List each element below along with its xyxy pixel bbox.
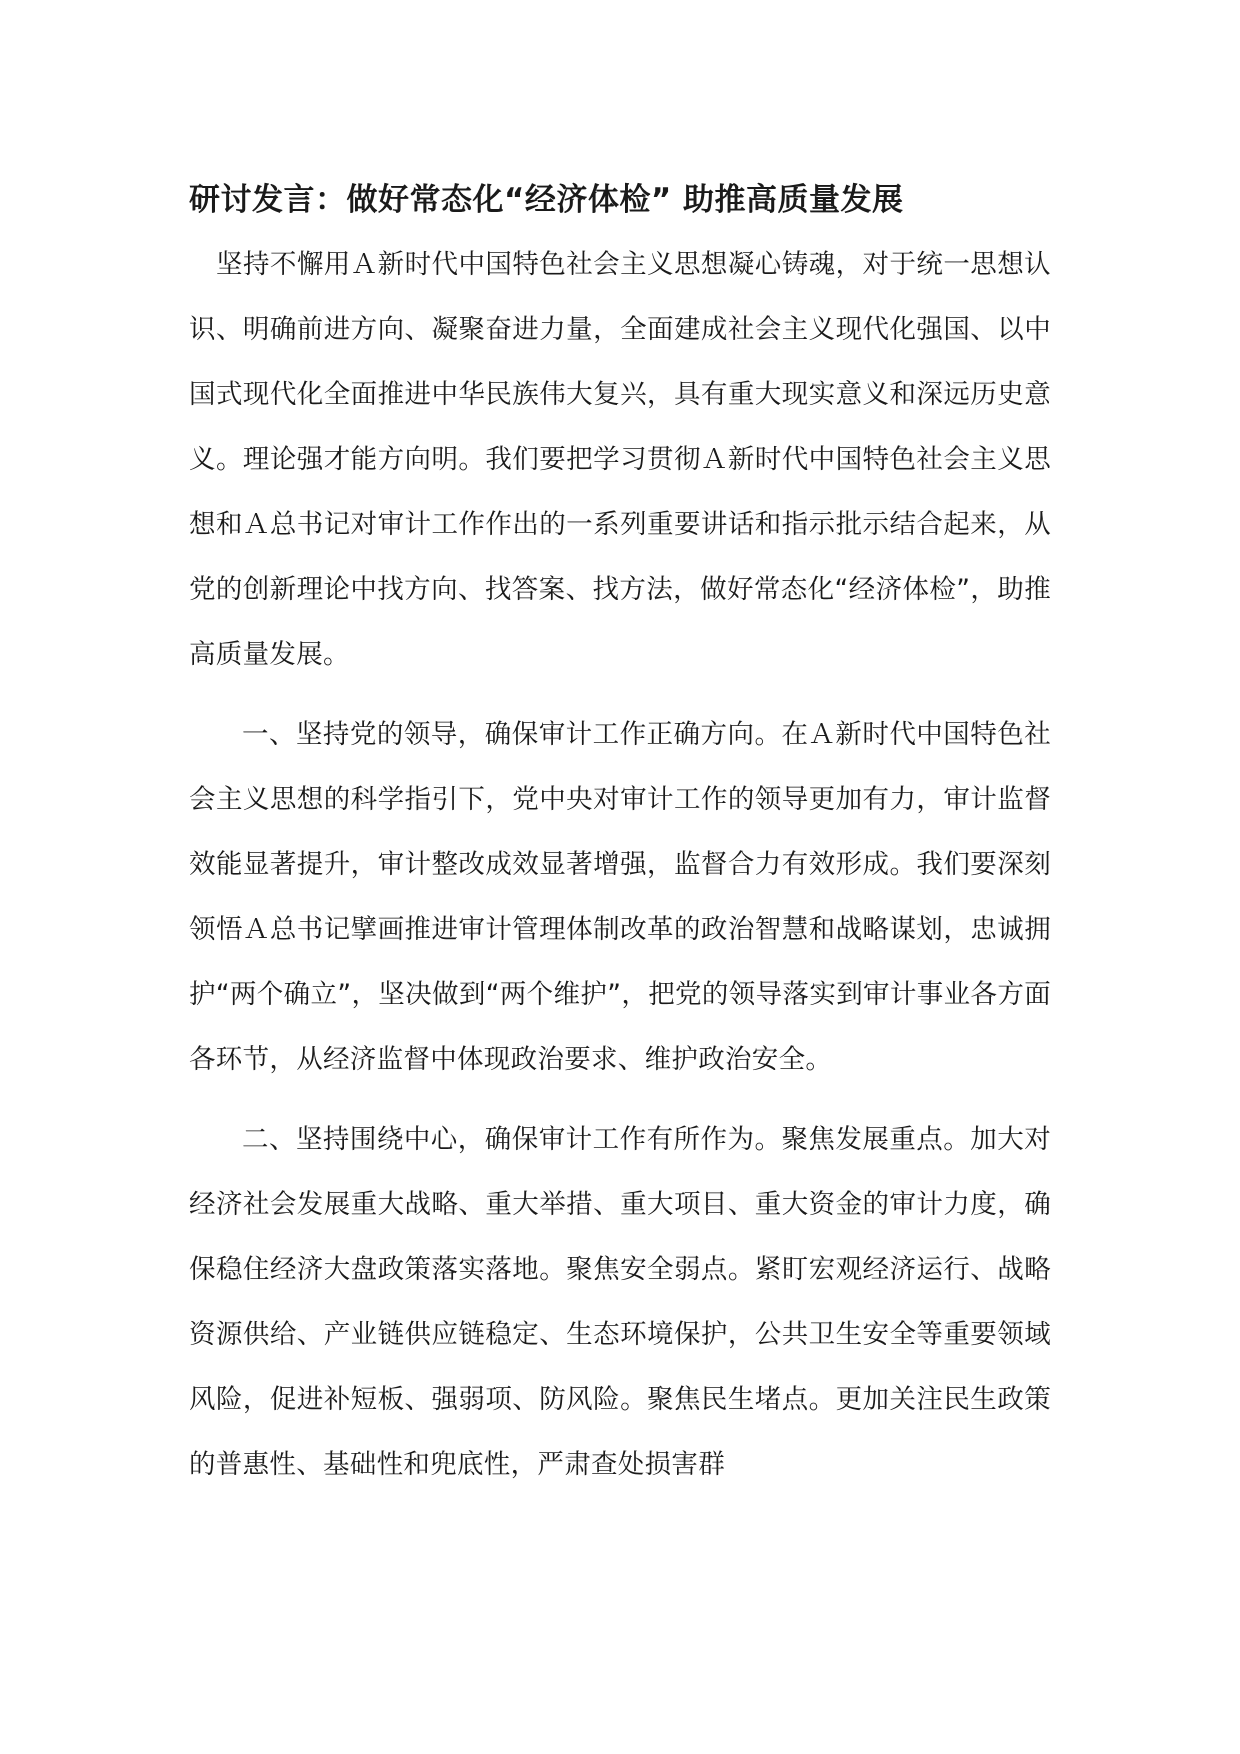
paragraph-section-one: 一、坚持党的领导，确保审计工作正确方向。在Ａ新时代中国特色社会主义思想的科学指引下，党中央对审计工作的领导更加有力，审计监督效能显著提升，审计整改成效显著增强，监督合力有效形成。我们要深刻领悟Ａ总书记擘画推进审计管理体制改革的政治智慧和战略谋划，忠诚拥护“两个确立”，坚决做到“两个维护”，把党的领导落实到审计事业各方面各环节，从经济监督中体现政治要求、维护政治安全。 (189, 719, 1051, 1075)
paragraph-section-two: 二、坚持围绕中心，确保审计工作有所作为。聚焦发展重点。加大对经济社会发展重大战略、重大举措、重大项目、重大资金的审计力度，确保稳住经济大盘政策落实落地。聚焦安全弱点。紧盯宏观经济运行、战略资源供给、产业链供应链稳定、生态环境保护，公共卫生安全等重要领域风险，促进补短板、强弱项、防风险。聚焦民生堵点。更加关注民生政策的普惠性、基础性和兜底性，严肃查处损害群 (189, 1124, 1051, 1480)
document-title: 研讨发言：做好常态化“经济体检” 助推高质量发展 (189, 182, 904, 218)
paragraph-intro: 坚持不懈用Ａ新时代中国特色社会主义思想凝心铸魂，对于统一思想认识、明确前进方向、凝聚奋进力量，全面建成社会主义现代化强国、以中国式现代化全面推进中华民族伟大复兴，具有重大现实意义和深远历史意义。理论强才能方向明。我们要把学习贯彻Ａ新时代中国特色社会主义思想和Ａ总书记对审计工作作出的一系列重要讲话和指示批示结合起来，从党的创新理论中找方向、找答案、找方法，做好常态化“经济体检”，助推高质量发展。 (189, 249, 1051, 670)
document-page (189, 170, 1051, 1497)
